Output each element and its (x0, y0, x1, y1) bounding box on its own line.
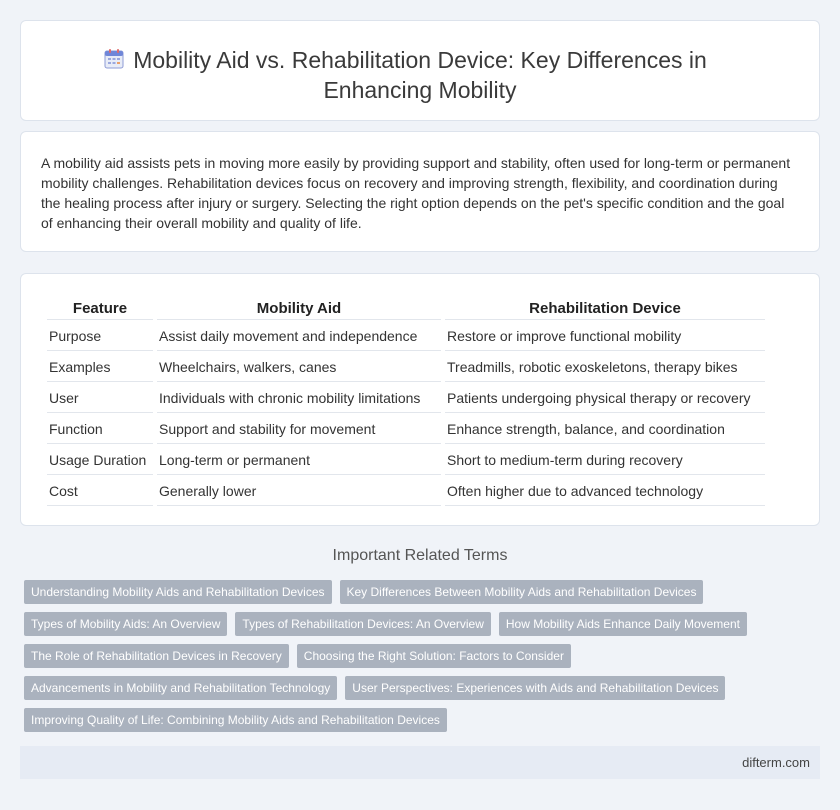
related-terms-list (24, 580, 804, 732)
table-cell: Purpose (47, 322, 153, 351)
table-row (47, 477, 765, 506)
related-term-tag[interactable]: The Role of Rehabilitation Devices in Recovery (24, 644, 289, 668)
table-cell: Restore or improve functional mobility (445, 322, 765, 351)
table-row (47, 322, 765, 351)
related-term-tag[interactable]: Choosing the Right Solution: Factors to Consider (297, 644, 571, 668)
table-cell: Long-term or permanent (157, 446, 441, 475)
intro-paragraph: A mobility aid assists pets in moving more easily by providing support and stability, often used for long-term or permanent mobility challenges. Rehabilitation devices focus on recovery and improving strength, flexibility, and coordination during the healing process after injury or surgery. Selecting the right option depends on the pet's specific condition and the goal of enhancing their overall mobility and quality of life. (41, 155, 791, 231)
column-header-mobility-aid: Mobility Aid (157, 298, 441, 320)
table-cell: Cost (47, 477, 153, 506)
table-row (47, 446, 765, 475)
table-cell: Patients undergoing physical therapy or recovery (445, 384, 765, 413)
table-cell: Often higher due to advanced technology (445, 477, 765, 506)
comparison-table (43, 296, 769, 508)
table-row (47, 384, 765, 413)
related-term-tag[interactable]: How Mobility Aids Enhance Daily Movement (499, 612, 747, 636)
column-header-rehabilitation-device: Rehabilitation Device (445, 298, 765, 320)
column-header-feature: Feature (47, 298, 153, 320)
table-cell: Wheelchairs, walkers, canes (157, 353, 441, 382)
page-title: Mobility Aid vs. Rehabilitation Device: Key Differences in Enhancing Mobility (133, 47, 707, 103)
related-term-tag[interactable]: Types of Rehabilitation Devices: An Overview (235, 612, 490, 636)
related-term-tag[interactable]: Key Differences Between Mobility Aids and Rehabilitation Devices (340, 580, 704, 604)
related-term-tag[interactable]: Understanding Mobility Aids and Rehabilitation Devices (24, 580, 332, 604)
related-term-tag[interactable]: Advancements in Mobility and Rehabilitation Technology (24, 676, 337, 700)
table-cell: Individuals with chronic mobility limitations (157, 384, 441, 413)
table-cell: Short to medium-term during recovery (445, 446, 765, 475)
table-cell: Examples (47, 353, 153, 382)
table-cell: Treadmills, robotic exoskeletons, therapy bikes (445, 353, 765, 382)
related-term-tag[interactable]: Improving Quality of Life: Combining Mobility Aids and Rehabilitation Devices (24, 708, 447, 732)
related-term-tag[interactable]: Types of Mobility Aids: An Overview (24, 612, 227, 636)
related-terms-heading: Important Related Terms (332, 547, 508, 564)
site-link[interactable]: difterm.com (742, 755, 810, 770)
footer (20, 746, 820, 779)
table-cell: Support and stability for movement (157, 415, 441, 444)
related-term-tag[interactable]: User Perspectives: Experiences with Aids and Rehabilitation Devices (345, 676, 725, 700)
intro-card (20, 131, 820, 252)
comparison-table-card (20, 273, 820, 526)
table-cell: Assist daily movement and independence (157, 322, 441, 351)
table-cell: Function (47, 415, 153, 444)
table-header-row (47, 298, 765, 320)
table-row (47, 415, 765, 444)
table-row (47, 353, 765, 382)
table-cell: Usage Duration (47, 446, 153, 475)
header-card (20, 20, 820, 121)
table-cell: Generally lower (157, 477, 441, 506)
table-cell: User (47, 384, 153, 413)
table-cell: Enhance strength, balance, and coordination (445, 415, 765, 444)
